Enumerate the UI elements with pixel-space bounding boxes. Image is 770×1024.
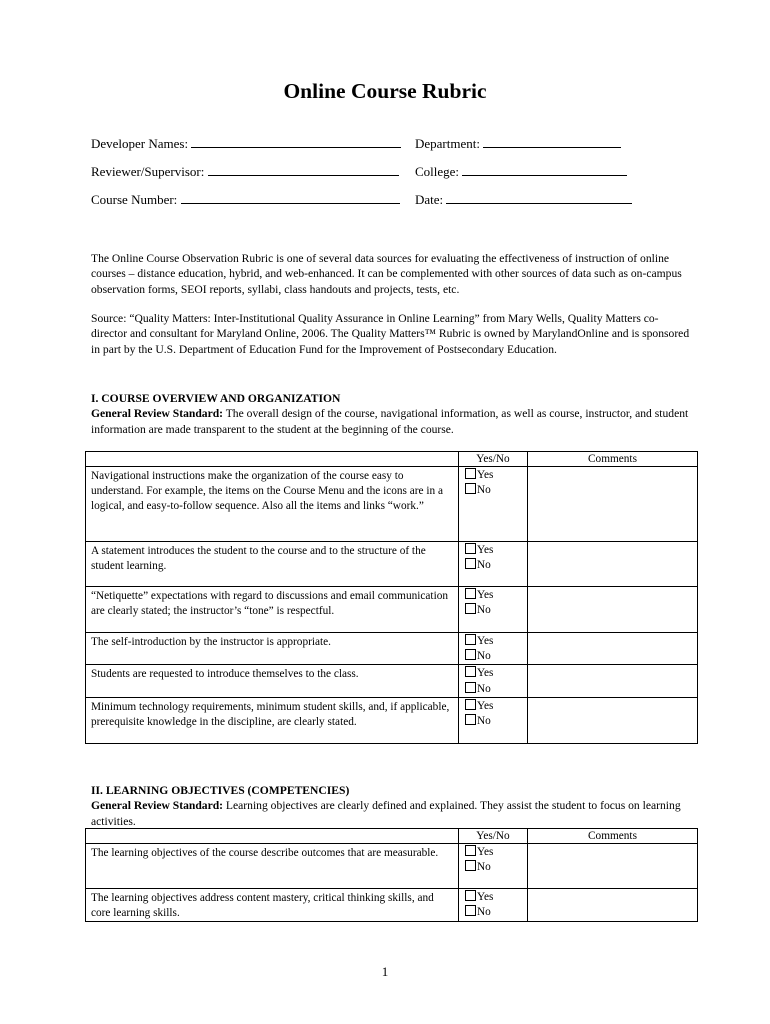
comments-cell[interactable] [528,542,698,587]
yes-option[interactable]: Yes [465,634,527,649]
criterion-text: Minimum technology requirements, minimum student skills, and, if applicable, prerequisite knowledge in the discipline, are clearly stated. [86,697,459,743]
checkbox-icon[interactable] [465,558,476,569]
section-1-standard [91,406,691,437]
section-1-standard-text: The overall design of the course, navigational information, as well as course, instructor, and student information are made transparent to the student at the beginning of the course. [91,407,689,436]
course-number-field[interactable] [91,192,400,208]
comments-cell[interactable] [528,844,698,889]
source-paragraph: Source: “Quality Matters: Inter-Institutional Quality Assurance in Online Learning” from Mary Wells, Quality Matters co-director and consultant for Maryland Online, 2006. The Quality Matters™ Rubric is owned by MarylandOnline and is sponsored in part by the U.S. Department of Education Fund for the Improvement of Postsecondary Education. [91,312,690,356]
question-header-cell [86,829,459,844]
yes-option[interactable]: Yes [465,845,527,860]
department-line[interactable] [483,136,621,148]
table-row [86,542,698,587]
comments-cell[interactable] [528,633,698,665]
no-option[interactable]: No [465,860,527,875]
date-line[interactable] [446,192,632,204]
yes-no-cell [459,542,528,587]
criterion-text: The self-introduction by the instructor is appropriate. [86,633,459,665]
yes-option[interactable]: Yes [465,543,527,558]
yes-option[interactable]: Yes [465,699,527,714]
checkbox-icon[interactable] [465,905,476,916]
section-1-header [91,391,691,437]
developer-names-label: Developer Names: [91,136,189,151]
yes-no-cell [459,587,528,633]
no-option[interactable]: No [465,905,527,920]
yes-no-cell [459,665,528,697]
section-2-standard [91,798,691,829]
reviewer-line[interactable] [208,164,399,176]
intro-paragraph: The Online Course Observation Rubric is one of several data sources for evaluating the effectiveness of instruction of online courses – distance education, hybrid, and web-enhanced. It can be complemented with other sources of data such as on-campus observation forms, SEOI reports, syllabi, class handouts and projects, tests, etc. [91,252,682,296]
checkbox-icon[interactable] [465,483,476,494]
question-header-cell [86,452,459,467]
page-title: Online Course Rubric [283,79,487,103]
no-option[interactable]: No [465,714,527,729]
checkbox-icon[interactable] [465,588,476,599]
comments-cell[interactable] [528,697,698,743]
checkbox-icon[interactable] [465,543,476,554]
yes-no-cell [459,844,528,889]
section-1-standard-label: General Review Standard: [91,407,224,421]
section-2-header [91,783,691,829]
comments-cell[interactable] [528,587,698,633]
yes-no-header: Yes/No [459,829,528,844]
checkbox-icon[interactable] [465,714,476,725]
checkbox-icon[interactable] [465,603,476,614]
no-option[interactable]: No [465,649,527,664]
developer-names-field[interactable] [91,136,401,152]
section-1-heading: I. COURSE OVERVIEW AND ORGANIZATION [91,392,341,405]
course-number-line[interactable] [181,192,400,204]
table-row [86,633,698,665]
yes-option[interactable]: Yes [465,890,527,905]
yes-no-cell [459,889,528,922]
section-1-table [85,451,698,744]
section-2-standard-text: Learning objectives are clearly defined and explained. They assist the student to focus on learning activities. [91,799,681,828]
table-row [86,889,698,922]
table-header-row [86,452,698,467]
section-2-heading: II. LEARNING OBJECTIVES (COMPETENCIES) [91,784,350,797]
table-row [86,587,698,633]
checkbox-icon[interactable] [465,860,476,871]
criterion-text: The learning objectives address content mastery, critical thinking skills, and core learning skills. [86,889,459,922]
criterion-text: “Netiquette” expectations with regard to discussions and email communication are clearly stated; the instructor’s “tone” is respectful. [86,587,459,633]
section-2-table [85,828,698,922]
course-number-label: Course Number: [91,192,178,207]
criterion-text: Navigational instructions make the organization of the course easy to understand. For example, the items on the Course Menu and the icons are in a logical, and easy-to-follow sequence. Also all the items and links “work.” [86,467,459,542]
yes-no-cell [459,697,528,743]
checkbox-icon[interactable] [465,634,476,645]
checkbox-icon[interactable] [465,890,476,901]
comments-header: Comments [528,452,698,467]
college-line[interactable] [462,164,627,176]
checkbox-icon[interactable] [465,845,476,856]
yes-option[interactable]: Yes [465,666,527,681]
checkbox-icon[interactable] [465,468,476,479]
date-field[interactable] [415,192,632,208]
section-2-standard-label: General Review Standard: [91,799,224,813]
criterion-text: A statement introduces the student to the course and to the structure of the student learning. [86,542,459,587]
college-label: College: [415,164,460,179]
table-row [86,844,698,889]
no-option[interactable]: No [465,682,527,697]
no-option[interactable]: No [465,603,527,618]
no-option[interactable]: No [465,558,527,573]
checkbox-icon[interactable] [465,682,476,693]
table-row [86,665,698,697]
criterion-text: Students are requested to introduce themselves to the class. [86,665,459,697]
college-field[interactable] [415,164,627,180]
checkbox-icon[interactable] [465,666,476,677]
department-label: Department: [415,136,480,151]
yes-no-cell [459,467,528,542]
yes-option[interactable]: Yes [465,588,527,603]
table-header-row [86,829,698,844]
comments-header: Comments [528,829,698,844]
table-row [86,467,698,542]
criterion-text: The learning objectives of the course describe outcomes that are measurable. [86,844,459,889]
date-label: Date: [415,192,444,207]
department-field[interactable] [415,136,621,152]
page-number: 1 [381,964,389,979]
comments-cell[interactable] [528,467,698,542]
table-row [86,697,698,743]
reviewer-label: Reviewer/Supervisor: [91,164,205,179]
no-option[interactable]: No [465,483,527,498]
yes-no-cell [459,633,528,665]
comments-cell[interactable] [528,889,698,922]
reviewer-field[interactable] [91,164,399,180]
checkbox-icon[interactable] [465,699,476,710]
checkbox-icon[interactable] [465,649,476,660]
comments-cell[interactable] [528,665,698,697]
yes-no-header: Yes/No [459,452,528,467]
developer-names-line[interactable] [191,136,401,148]
yes-option[interactable]: Yes [465,468,527,483]
